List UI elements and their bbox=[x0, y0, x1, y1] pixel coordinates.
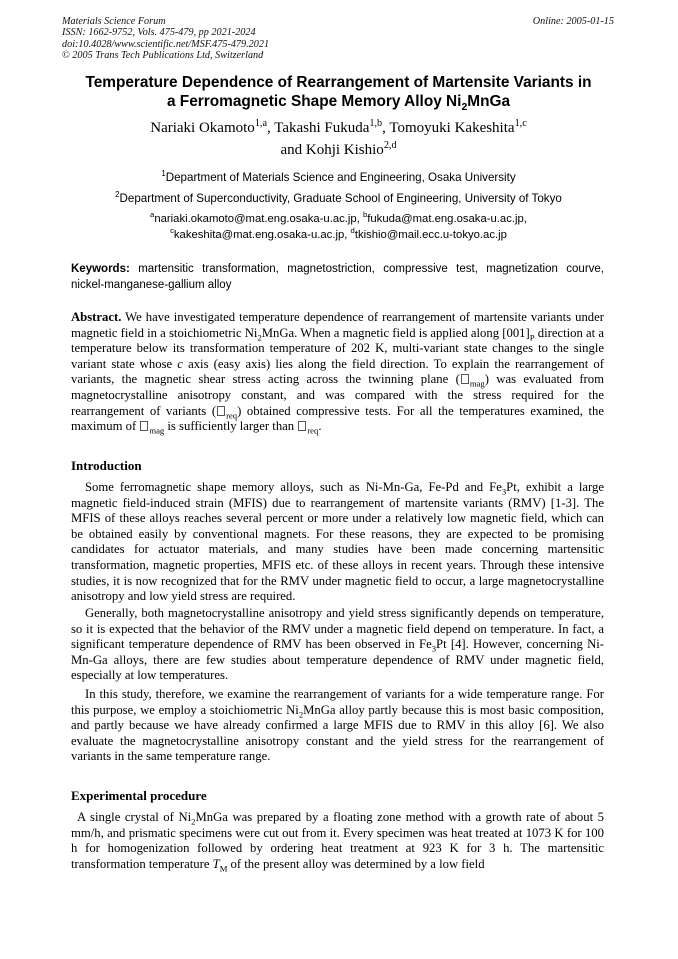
copyright-line: © 2005 Trans Tech Publications Ltd, Switzerland bbox=[62, 50, 264, 62]
authors-line-1 bbox=[62, 117, 615, 139]
abstract-block bbox=[71, 310, 604, 435]
tau-symbol-glyph bbox=[217, 406, 225, 416]
email-marker: c bbox=[170, 225, 174, 235]
authors-line-2 bbox=[62, 139, 615, 161]
subscript: req bbox=[307, 425, 319, 436]
title-line-1: Temperature Dependence of Rearrangement of Martensite Variants in bbox=[85, 74, 592, 91]
subscript: P bbox=[529, 332, 535, 343]
subscript: 3 bbox=[431, 643, 437, 654]
keywords-text: martensitic transformation, magnetostriction, compressive test, magnetization courve, nickel-manganese-gallium alloy bbox=[71, 263, 604, 291]
subscript: req bbox=[226, 410, 238, 421]
subscript: M bbox=[219, 863, 228, 874]
author-okamoto: Nariaki Okamoto bbox=[150, 120, 255, 136]
author-kakeshita: Tomoyuki Kakeshita bbox=[389, 120, 515, 136]
abstract-text: We have investigated temperature dependence of rearrangement of martensite variants under magnetic field in a stoichiometric Ni bbox=[71, 310, 604, 340]
abstract-text: ) was evaluated from magnetocrystalline anisotropy constant, and was compared with the stress required for the rearrangement of variants ( bbox=[71, 372, 604, 418]
author-separator: and bbox=[280, 142, 306, 158]
abstract-label: Abstract. bbox=[71, 310, 122, 324]
abstract-text: is sufficiently larger than bbox=[164, 419, 298, 434]
paragraph-text: Pt [4]. However, concerning Ni-Mn-Ga alloys, there are few studies about temperature dependence of RMV under magnetic field, especially at low temperatures. bbox=[71, 637, 604, 683]
author-fukuda: Takashi Fukuda bbox=[274, 120, 370, 136]
subscript: 3 bbox=[501, 486, 507, 497]
title-text-end: MnGa bbox=[467, 93, 511, 110]
affiliation-2 bbox=[62, 191, 615, 206]
email-marker: b bbox=[362, 210, 368, 220]
intro-paragraph-1 bbox=[71, 480, 604, 605]
italic-symbol: T bbox=[212, 856, 220, 871]
paragraph-text: Pt, exhibit a large magnetic field-induced strain (MFIS) due to rearrangement of martensite variants (RMV) [1-3]. The MFIS of these alloys reaches several percent or more under a relatively low magnetic field, which can be obtained easily by conventional magnets. For these reasons, they are expected to be promising candidates for actuator materials, and many studies have been made concerning martensitic transformation, magnetic properties, MFIS etc. of these alloys in recent years. Through these intensive studies, it is now recognized that for the RMV under magnetic field to occur, a large magnetocrystalline anisotropy and low yield stress are required. bbox=[71, 480, 605, 604]
author-list bbox=[62, 117, 615, 161]
paragraph-text: Generally, both magnetocrystalline anisotropy and yield stress significantly depends on temperature, so it is expected that the behavior of the RMV under a magnetic field depend on temperature. In fact, a significant temperature dependence of RMV has been observed in Fe bbox=[71, 606, 604, 652]
email-d[interactable]: tkishio@mail.ecc.u-tokyo.ac.jp bbox=[354, 228, 507, 241]
title-subscript: 2 bbox=[461, 102, 468, 114]
tau-symbol-glyph bbox=[298, 421, 306, 431]
email-b[interactable]: fukuda@mat.eng.osaka-u.ac.jp, bbox=[367, 213, 527, 225]
email-marker: d bbox=[350, 225, 355, 235]
email-line-2 bbox=[62, 225, 615, 244]
paragraph-text: of the present alloy was determined by a low field bbox=[227, 856, 485, 871]
title-text: a Ferromagnetic Shape Memory Alloy Ni bbox=[166, 93, 462, 110]
abstract-text: axis (easy axis) lies along the field direction. To explain the rearrangement of variants, the magnetic shear stress acting across the twinning plane ( bbox=[71, 356, 604, 387]
author-affil-sup: 2,d bbox=[383, 140, 397, 151]
paragraph-text: MnGa alloy partly because this is most basic composition, and partly because we have already confirmed a large MFIS due to RMV in this alloy [6]. We also evaluate the magnetocrystalline anisotropy constant and the yield stress for the rearrangement of variants in the same temperature range. bbox=[71, 702, 604, 764]
online-date: Online: 2005-01-15 bbox=[532, 16, 614, 27]
issn-line: ISSN: 1662-9752, Vols. 475-479, pp 2021-2024 bbox=[62, 27, 256, 39]
affiliation-text: Department of Superconductivity, Graduate School of Engineering, University of Tokyo bbox=[119, 192, 562, 205]
affiliation-text: Department of Materials Science and Engineering, Osaka University bbox=[165, 171, 516, 184]
affiliation-1 bbox=[62, 170, 615, 185]
subscript: 2 bbox=[191, 816, 196, 827]
abstract-text: ) obtained compressive tests. For all the temperatures examined, the maximum of bbox=[71, 403, 604, 434]
author-separator: , bbox=[266, 120, 275, 136]
author-affil-sup: 1,a bbox=[254, 118, 267, 129]
journal-name: Materials Science Forum bbox=[62, 16, 166, 27]
experimental-paragraph-1 bbox=[71, 810, 604, 872]
author-separator: , bbox=[382, 120, 390, 136]
author-affil-sup: 1,c bbox=[514, 118, 527, 129]
introduction-heading: Introduction bbox=[71, 458, 142, 473]
italic-symbol: c bbox=[177, 356, 183, 371]
experimental-heading: Experimental procedure bbox=[71, 788, 207, 803]
paragraph-text: A single crystal of Ni bbox=[77, 810, 192, 824]
paragraph-text: In this study, therefore, we examine the rearrangement of variants for a wide temperature range. For this purpose, we employ a stoichiometric Ni bbox=[71, 687, 604, 717]
title-line-2 bbox=[62, 92, 615, 114]
email-c[interactable]: kakeshita@mat.eng.osaka-u.ac.jp, bbox=[173, 228, 351, 241]
author-kishio: Kohji Kishio bbox=[305, 142, 384, 158]
keywords-block bbox=[71, 262, 604, 293]
intro-paragraph-3 bbox=[71, 687, 604, 765]
subscript: mag bbox=[149, 425, 165, 436]
tau-symbol-glyph bbox=[461, 374, 469, 384]
journal-header bbox=[62, 16, 269, 62]
affiliation-marker: 2 bbox=[115, 190, 120, 200]
keywords-label: Keywords: bbox=[71, 263, 130, 275]
subscript: 2 bbox=[257, 332, 262, 343]
subscript: mag bbox=[469, 378, 485, 389]
intro-paragraph-2 bbox=[71, 606, 604, 684]
paragraph-text: MnGa was prepared by a floating zone method with a growth rate of about 5 mm/h, and prismatic specimens were cut out from it. Every specimen was heat treated at 1073 K for 100 h for homogenization followed by ordering heat treatment at 923 K for 3 h. The martensitic transformation temperature bbox=[71, 810, 605, 871]
doi-line: doi:10.4028/www.scientific.net/MSF.475-479.2021 bbox=[62, 38, 270, 50]
email-block bbox=[62, 212, 615, 243]
abstract-text: MnGa. When a magnetic field is applied along [001] bbox=[261, 325, 530, 340]
author-affil-sup: 1,b bbox=[369, 118, 383, 129]
email-marker: a bbox=[150, 210, 155, 220]
subscript: 2 bbox=[298, 709, 304, 720]
paragraph-text: Some ferromagnetic shape memory alloys, such as Ni-Mn-Ga, Fe-Pd and Fe bbox=[85, 480, 502, 494]
email-a[interactable]: nariaki.okamoto@mat.eng.osaka-u.ac.jp, bbox=[154, 213, 363, 225]
email-line-1 bbox=[62, 212, 615, 228]
abstract-text: direction at a temperature below its transformation temperature of 202 K, multi-variant state changes to the single variant state whose bbox=[71, 325, 604, 371]
tau-symbol-glyph bbox=[140, 421, 148, 431]
affiliation-marker: 1 bbox=[161, 169, 166, 179]
abstract-text: . bbox=[318, 419, 322, 434]
paper-title bbox=[62, 73, 615, 114]
